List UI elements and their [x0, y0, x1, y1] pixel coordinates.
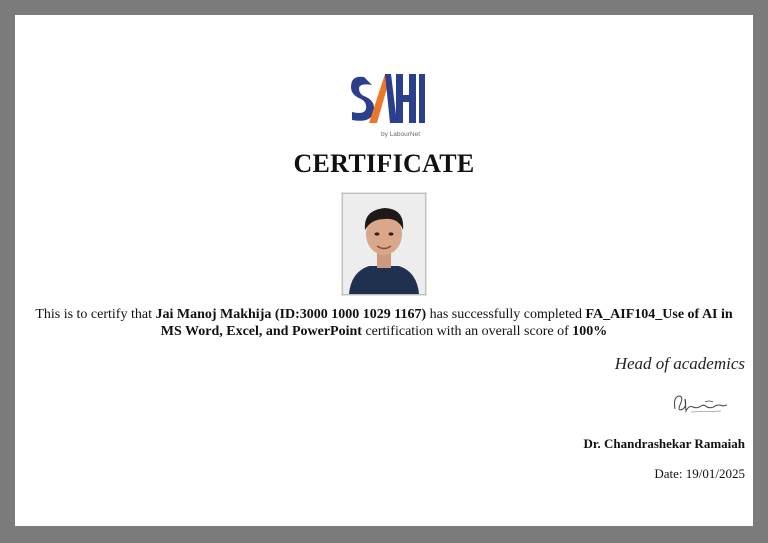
signatory-name: Dr. Chandrashekar Ramaiah	[583, 436, 745, 451]
certificate-title: CERTIFICATE	[293, 149, 475, 178]
overall-score: 100%	[572, 324, 608, 339]
logo-byline: by LabourNet	[381, 131, 421, 138]
recipient-photo	[342, 193, 426, 295]
statement-intro: This is to certify that	[35, 307, 156, 322]
certificate-page	[15, 15, 753, 526]
date-value: 19/01/2025	[685, 466, 745, 481]
statement-mid: has successfully completed	[426, 307, 586, 322]
sahi-logo-wordmark	[347, 57, 427, 137]
certification-statement	[25, 306, 743, 340]
course-name: FA_AIF104_Use of AI in MS Word, Excel, and PowerPoint	[160, 307, 733, 339]
recipient-name-id: Jai Manoj Makhija (ID:3000 1000 1029 1167)	[155, 307, 427, 322]
date-label: Date:	[654, 466, 686, 481]
recipient-photo-image	[343, 194, 425, 294]
sahi-logo	[347, 57, 427, 157]
issue-date	[654, 466, 745, 482]
statement-score-text: certification with an overall score of	[361, 324, 573, 339]
handwritten-signature	[671, 393, 729, 415]
signatory-title: Head of academics	[614, 354, 745, 373]
